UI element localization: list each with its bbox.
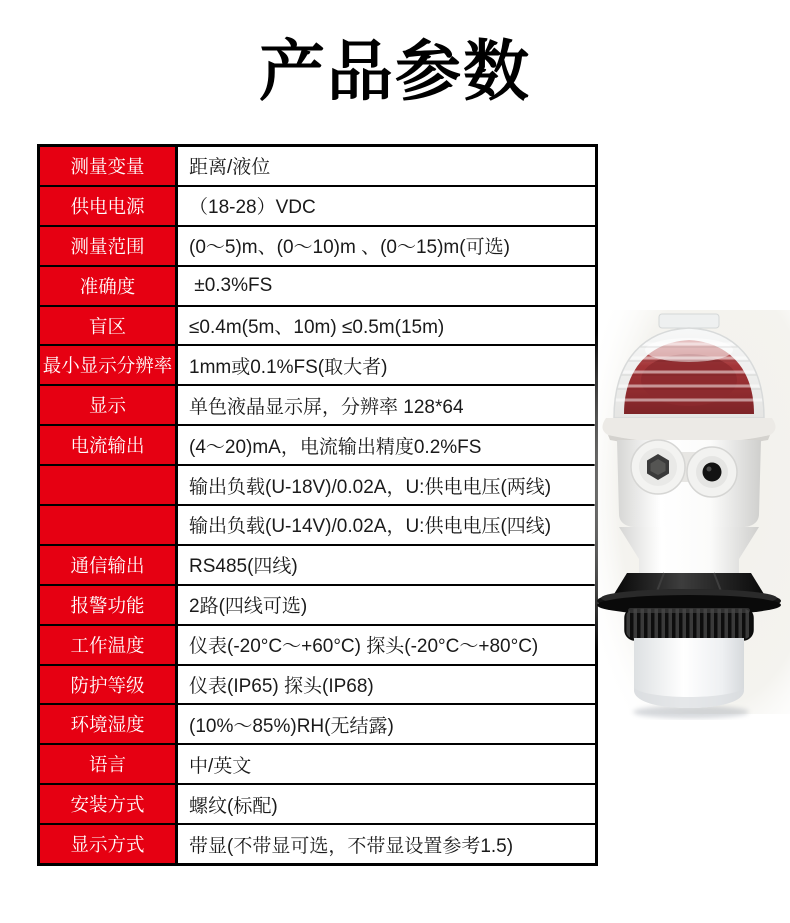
table-row — [40, 546, 595, 586]
spec-value-cell: 中/英文 — [189, 755, 252, 777]
table-row — [40, 586, 595, 626]
spec-value-cell: (0～5)m、(0～10)m 、(0～15)m(可选) — [189, 237, 510, 259]
table-row — [40, 666, 595, 706]
spec-label-cell: 显示方式 — [40, 825, 178, 863]
spec-label-cell: 最小显示分辨率 — [40, 346, 178, 384]
spec-label-cell: 供电电源 — [40, 187, 178, 225]
spec-label-cell: 工作温度 — [40, 626, 178, 664]
locking-ring — [625, 608, 753, 640]
page-title: 产品参数 — [259, 34, 531, 108]
spec-label-cell: 显示 — [40, 386, 178, 424]
spec-value-cell: 仪表(-20°C～+60°C) 探头(-20°C～+80°C) — [189, 636, 539, 658]
spec-value-cell: 螺纹(标配) — [189, 795, 278, 817]
spec-label-cell: 测量范围 — [40, 227, 178, 265]
spec-value-cell: （18-28）VDC — [189, 197, 316, 219]
spec-value-cell: 1mm或0.1%FS(取大者) — [189, 356, 388, 378]
spec-label-cell: 测量变量 — [40, 147, 178, 185]
table-row — [40, 307, 595, 347]
table-row — [40, 426, 595, 466]
table-row — [40, 187, 595, 227]
spec-label-cell: 通信输出 — [40, 546, 178, 584]
spec-value-cell: 单色液晶显示屏，分辨率 128*64 — [189, 396, 464, 418]
spec-label-cell: 准确度 — [40, 267, 178, 305]
spec-value-cell: RS485(四线) — [189, 556, 298, 578]
housing-with-cable-glands — [617, 440, 761, 573]
product-photo — [588, 308, 790, 722]
table-row — [40, 785, 595, 825]
spec-label-cell: 语言 — [40, 745, 178, 783]
table-row — [40, 705, 595, 745]
cable-gland-left — [631, 440, 685, 494]
spec-value-cell: 仪表(IP65) 探头(IP68) — [189, 676, 374, 698]
spec-value-cell: 输出负载(U-14V)/0.02A，U:供电电压(四线) — [189, 516, 552, 538]
spec-value-cell: ≤0.4m(5m、10m) ≤0.5m(15m) — [189, 317, 445, 338]
table-row — [40, 346, 595, 386]
spec-label-cell: 防护等级 — [40, 666, 178, 704]
table-row — [40, 466, 595, 506]
cable-gland-right — [687, 447, 737, 497]
table-row — [40, 386, 595, 426]
ultrasonic-level-sensor-photo — [588, 308, 790, 722]
table-row — [40, 825, 595, 863]
table-row — [40, 745, 595, 785]
table-row — [40, 147, 595, 187]
spec-table — [37, 144, 598, 866]
spec-label-cell — [40, 506, 178, 544]
spec-value-cell: 输出负载(U-18V)/0.02A，U:供电电压(两线) — [189, 476, 552, 498]
spec-label-cell: 安装方式 — [40, 785, 178, 823]
spec-value-cell: 2路(四线可选) — [189, 596, 308, 618]
table-row — [40, 626, 595, 666]
spec-label-cell: 报警功能 — [40, 586, 178, 624]
table-row — [40, 506, 595, 546]
spec-value-cell: ±0.3%FS — [189, 274, 273, 296]
spec-value-cell: (10%～85%)RH(无结露) — [189, 715, 394, 737]
spec-value-cell: 距离/液位 — [189, 157, 271, 179]
spec-value-cell: (4～20)mA，电流输出精度0.2%FS — [189, 436, 482, 458]
spec-label-cell: 盲区 — [40, 307, 178, 345]
spec-value-cell: 带显(不带显可选，不带显设置参考1.5) — [189, 835, 514, 857]
spec-label-cell — [40, 466, 178, 504]
spec-label-cell: 环境湿度 — [40, 705, 178, 743]
table-row — [40, 227, 595, 267]
spec-label-cell: 电流输出 — [40, 426, 178, 464]
table-row — [40, 267, 595, 307]
